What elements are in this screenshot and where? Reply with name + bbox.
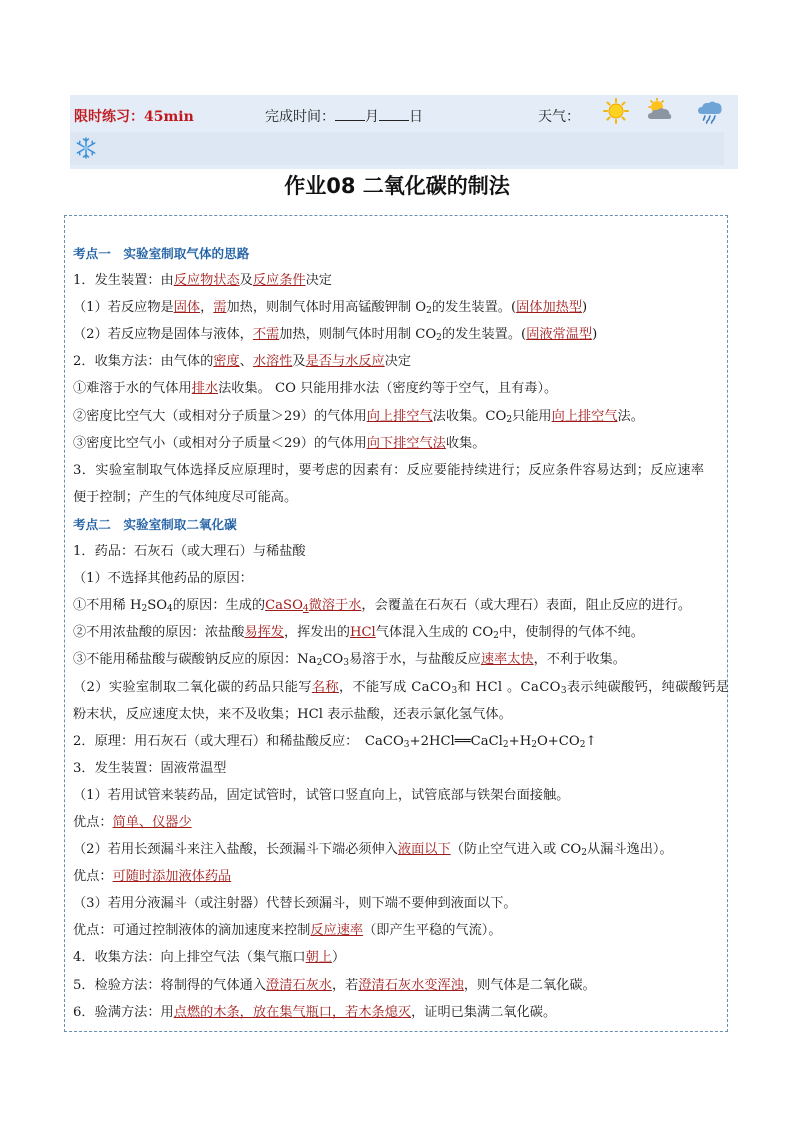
text-segment: ②不用浓盐酸的原因：浓盐酸 — [73, 625, 245, 641]
text-segment: （即产生平稳的气流）。 — [363, 923, 502, 939]
text-segment: 3．实验室制取气体选择反应原理时，要考虑的因素有：反应要能持续进行；反应条件容易达到；反应速率 — [73, 462, 705, 478]
text-segment: 粉末状，反应速度太快，来不及收集；HCl 表示盐酸，还表示氯化氢气体。 — [73, 706, 512, 722]
answer-blank: 固体加热型 — [516, 300, 583, 316]
text-segment: 表示纯碳酸钙，纯碳酸钙是 — [566, 679, 730, 695]
answer-blank: 微溶于水 — [308, 598, 362, 614]
text-segment: 及 — [292, 354, 306, 370]
content-line — [73, 917, 723, 944]
answer-blank: 易挥发 — [244, 625, 284, 641]
answer-blank: 是否与水反应 — [305, 354, 385, 370]
answer-blank: 固液常温型 — [526, 327, 593, 343]
subscript: 2 — [581, 848, 587, 859]
day-label: 日 — [409, 109, 423, 125]
text-segment: 考点二 实验室制取二氧化碳 — [73, 516, 237, 532]
text-segment: 只能用 — [512, 408, 552, 424]
text-segment: 4．收集方法：向上排空气法（集气瓶口 — [73, 950, 306, 966]
subscript: 4 — [167, 604, 173, 615]
answer-blank: 名称 — [311, 679, 339, 695]
text-segment: 和 HCl 。CaCO — [457, 679, 561, 695]
content-line — [73, 728, 723, 755]
text-segment: 收集。 — [445, 435, 486, 451]
text-segment: （1）不选择其他药品的原因： — [73, 571, 253, 587]
text-segment: SO — [147, 598, 168, 614]
answer-blank: CaSO — [265, 598, 303, 614]
subscript: 3 — [343, 658, 349, 669]
answer-blank: 朝上 — [305, 950, 332, 966]
subscript: 2 — [502, 739, 509, 750]
answer-blank: 简单、仪器少 — [112, 814, 192, 830]
snowflake-icon[interactable] — [74, 136, 98, 160]
sunny-icon[interactable] — [602, 97, 630, 125]
text-segment: ，证明已集满二氧化碳。 — [411, 1004, 557, 1020]
rainy-icon[interactable] — [696, 97, 724, 125]
text-segment: （2）若反应物是固体与液体， — [73, 327, 253, 343]
content-line — [73, 646, 723, 673]
text-segment: ③不能用稀盐酸与碳酸钠反应的原因：Na — [73, 652, 317, 668]
subscript: 3 — [560, 685, 567, 696]
content-line — [73, 972, 723, 999]
text-segment: （2）若用长颈漏斗来注入盐酸，长颈漏斗下端必须伸入 — [73, 842, 398, 858]
answer-blank: 排水 — [191, 381, 219, 397]
subscript: 2 — [426, 306, 432, 317]
subscript: 2 — [506, 414, 513, 425]
text-segment: 1．药品：石灰石（或大理石）与稀盐酸 — [73, 544, 306, 560]
page-title: 作业08 二氧化碳的制法 — [284, 174, 510, 198]
text-segment: ，不利于收集。 — [533, 652, 626, 668]
answer-blank: 需 — [213, 300, 227, 316]
text-segment: CO — [322, 652, 344, 668]
text-segment: ，若 — [331, 977, 359, 993]
text-segment: 3．发生装置：固液常温型 — [73, 760, 227, 776]
answer-blank: 速率太快 — [480, 652, 534, 668]
content-line — [73, 430, 723, 457]
content-line — [73, 592, 723, 619]
answer-blank: 点燃的木条，放在集气瓶口，若木条熄灭 — [173, 1004, 412, 1020]
content-line — [73, 484, 723, 511]
answer-blank: 不需 — [252, 327, 280, 343]
text-segment: （2）实验室制取二氧化碳的药品只能写 — [73, 679, 312, 695]
text-segment: 6．验满方法：用 — [73, 1004, 174, 1020]
answer-blank: 反应速率 — [310, 923, 364, 939]
content-line — [73, 782, 723, 809]
text-segment: 法收集。CO — [432, 408, 507, 424]
text-segment: ) — [582, 300, 588, 316]
text-segment: ) — [592, 327, 598, 343]
answer-blank: 固体 — [173, 300, 201, 316]
completion-time-label: 完成时间： — [265, 109, 335, 125]
answer-blank: 澄清石灰水 — [266, 977, 332, 993]
text-segment: 加热，则制气体时用高锰酸钾制 O — [226, 300, 427, 316]
text-segment: 易溶于水，与盐酸反应 — [348, 652, 481, 668]
text-segment: ，挥发出的 — [284, 625, 350, 641]
answer-blank: 密度 — [213, 354, 240, 370]
answer-blank: 可随时添加液体药品 — [112, 869, 232, 885]
text-segment: ，则气体是二氧化碳。 — [463, 977, 596, 993]
subscript: 2 — [141, 604, 148, 615]
answer-blank: 反应条件 — [252, 273, 306, 289]
text-segment: （防止空气进入或 CO — [450, 842, 582, 858]
content-line — [73, 999, 723, 1026]
text-segment: 2．原理：用石灰石（或大理石）和稀盐酸反应： CaCO — [73, 733, 404, 749]
content-line — [73, 403, 723, 430]
content-line — [73, 267, 723, 294]
text-segment: （1）若反应物是 — [73, 300, 174, 316]
text-segment: 优点： — [73, 869, 113, 885]
text-segment: 2．收集方法：由气体的 — [73, 354, 214, 370]
content-line — [73, 674, 730, 701]
text-segment: 的发生装置。( — [441, 327, 527, 343]
subscript: 2 — [579, 739, 586, 750]
content-line — [73, 565, 723, 592]
text-segment: ，不能写成 CaCO — [338, 679, 452, 695]
text-segment: 优点：可通过控制液体的滴加速度来控制 — [73, 923, 311, 939]
answer-blank: 澄清石灰水变浑浊 — [358, 977, 464, 993]
banner-info-row — [70, 95, 738, 128]
text-segment: +2HCl══CaCl — [409, 733, 503, 749]
content-line — [73, 890, 723, 917]
text-segment: 的原因：生成的 — [172, 598, 266, 614]
answer-blank: 向上排空气 — [366, 408, 433, 424]
text-segment: 便于控制；产生的气体纯度尽可能高。 — [73, 489, 298, 505]
subscript: 2 — [316, 658, 323, 669]
content-line — [73, 294, 723, 321]
text-segment: ） — [331, 950, 346, 966]
answer-blank: 向下排空气法 — [366, 435, 446, 451]
month-label: 月 — [365, 109, 379, 125]
subscript: 2 — [436, 333, 442, 344]
subscript: 2 — [531, 739, 537, 750]
content-line — [73, 944, 723, 971]
section-heading — [73, 240, 723, 267]
completion-time-field[interactable] — [265, 106, 423, 126]
answer-blank: HCl — [349, 625, 376, 641]
text-segment: ②密度比空气大（或相对分子质量＞29）的气体用 — [73, 408, 367, 424]
text-segment: 法。 — [617, 408, 644, 424]
text-segment: 从漏斗逸出）。 — [586, 842, 673, 858]
text-segment: 优点： — [73, 814, 113, 830]
text-segment: 5．检验方法：将制得的气体通入 — [73, 977, 267, 993]
weather-label: 天气： — [538, 109, 580, 125]
text-segment: 中，使制得的气体不纯。 — [498, 625, 644, 641]
key-points-content — [73, 240, 730, 1026]
content-line — [73, 836, 723, 863]
subscript: 3 — [451, 685, 458, 696]
text-segment: ， — [200, 300, 214, 316]
content-line — [73, 321, 723, 348]
text-segment: （3）若用分液漏斗（或注射器）代替长颈漏斗，则下端不要伸到液面以下。 — [73, 896, 517, 912]
time-limit-label: 限时练习：45min — [74, 109, 194, 125]
answer-blank: 反应物状态 — [173, 273, 240, 289]
content-line — [73, 809, 723, 836]
content-line — [73, 348, 723, 375]
answer-blank: 液面以下 — [397, 842, 451, 858]
text-segment: 法收集。 CO 只能用排水法（密度约等于空气，且有毒）。 — [218, 381, 558, 397]
text-segment: （1）若用试管来装药品，固定试管时，试管口竖直向上，试管底部与铁架台面接触。 — [73, 787, 570, 803]
answer-blank: 向上排空气 — [551, 408, 618, 424]
text-segment: ①难溶于水的气体用 — [73, 381, 192, 397]
month-blank[interactable] — [335, 107, 365, 121]
text-segment: ①不用稀 H — [73, 598, 142, 614]
subscript: 3 — [403, 739, 410, 750]
content-line — [73, 457, 723, 484]
answer-blank: 水溶性 — [252, 354, 293, 370]
banner-icon-row — [70, 132, 724, 165]
text-segment: ③密度比空气小（或相对分子质量＜29）的气体用 — [73, 435, 367, 451]
text-segment: 、 — [239, 354, 253, 370]
text-segment: 气体混入生成的 CO — [375, 625, 494, 641]
text-segment: O+CO — [536, 733, 580, 749]
content-line — [73, 701, 723, 728]
text-segment: 1．发生装置：由 — [73, 273, 174, 289]
partly-cloudy-icon[interactable] — [645, 97, 673, 125]
text-segment: 决定 — [305, 273, 332, 289]
section-heading — [73, 511, 723, 538]
text-segment: ↑ — [585, 733, 597, 749]
content-line — [73, 375, 723, 402]
answer-subscript: 4 — [302, 604, 309, 615]
text-segment: 及 — [239, 273, 253, 289]
text-segment: 考点一 实验室制取气体的思路 — [73, 246, 250, 261]
text-segment: 决定 — [384, 354, 412, 370]
text-segment: 的发生装置。( — [431, 300, 517, 316]
text-segment: ，会覆盖在石灰石（或大理石）表面，阻止反应的进行。 — [361, 598, 692, 614]
content-line — [73, 863, 723, 890]
content-line — [73, 619, 723, 646]
exercise-banner — [70, 95, 738, 169]
content-line — [73, 538, 723, 565]
text-segment: 加热，则制气体时用制 CO — [279, 327, 437, 343]
day-blank[interactable] — [379, 107, 409, 121]
subscript: 2 — [493, 631, 499, 642]
content-line — [73, 755, 723, 782]
text-segment: +H — [508, 733, 532, 749]
